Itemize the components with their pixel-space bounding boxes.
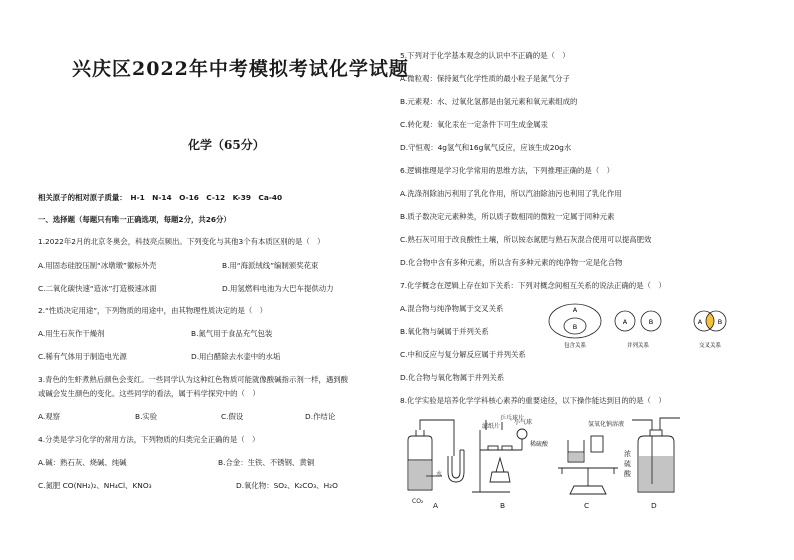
q5-option-c: C.转化观：氧化汞在一定条件下可生成金属汞 — [400, 120, 548, 129]
label-filter-paper: 滤纸片 — [482, 423, 501, 430]
q2-option-c: C.稀有气体用于制造电光源 — [38, 352, 127, 361]
parallel-caption: 并列关系 — [626, 343, 650, 349]
label-conc-2: 硫 — [624, 460, 631, 468]
q3-stem-line2: 或碱会发生颜色的变化。这些同学的看法，属于科学探究中的（ ） — [38, 389, 260, 398]
label-dilute-acid: 稀硫酸 — [530, 441, 549, 448]
q4-option-a: A.碱：熟石灰、烧碱、纯碱 — [38, 458, 127, 467]
contain-label-b: B — [572, 323, 578, 331]
q2-option-b: B.氮气用于食品充气包装 — [191, 329, 273, 338]
q1-option-a: A.用固态硅胶压制“冰墩墩”徽标外壳 — [38, 261, 157, 270]
q4-option-b: B.合金：生铁、不锈钢、黄铜 — [218, 458, 315, 467]
label-pingpong: 乒乓球片 — [500, 415, 525, 422]
q5-stem: 5.下列对于化学基本观念的认识中不正确的是（ ） — [400, 51, 570, 60]
q7-stem: 7.化学概念在逻辑上存在如下关系：下列对概念间相互关系的说法正确的是（ ） — [400, 281, 666, 290]
q3-option-a: A.观察 — [38, 412, 61, 421]
apparatus-c — [558, 436, 618, 494]
q8-option-b: B — [500, 501, 506, 510]
q3-option-d: D.作结论 — [305, 412, 336, 421]
containment-diagram — [549, 304, 601, 349]
q1-option-d: D.用氢燃料电池为大巴车提供动力 — [222, 284, 334, 293]
q5-option-a: A.微粒观：保持氮气化学性质的最小粒子是氮气分子 — [400, 74, 570, 83]
contain-caption: 包含关系 — [563, 343, 587, 349]
label-conc-3: 酸 — [624, 470, 631, 478]
q4-option-c: C.氮肥 CO(NH₂)₂、NH₄Cl、KNO₃ — [38, 481, 152, 490]
q3-stem-line1: 3.青色的生虾煮熟后颜色会变红。一些同学认为这种红色物质可能就像酸碱指示剂一样，遇到酸 — [38, 375, 349, 384]
q2-option-a: A.用生石灰作干燥剂 — [38, 329, 105, 338]
cross-caption: 交叉关系 — [698, 343, 722, 349]
label-balloon: 小气球 — [514, 419, 533, 426]
label-co2: CO₂ — [412, 498, 424, 505]
parallel-label-a: A — [622, 318, 628, 326]
q7-option-c: C.中和反应与复分解反应属于并列关系 — [400, 350, 526, 359]
q8-option-a: A — [433, 501, 439, 510]
label-conc-1: 浓 — [624, 450, 631, 458]
cross-label-b: B — [717, 318, 723, 326]
page-subtitle: 化学（65分） — [188, 138, 265, 152]
cross-diagram — [694, 311, 726, 349]
q5-option-d: D.守恒观：4g氢气和16g氧气反应，应该生成20g水 — [400, 143, 572, 152]
q2-stem: 2.“性质决定用途”，下列物质的用途中，由其物理性质决定的是（ ） — [38, 306, 268, 315]
label-water: 水 — [436, 471, 443, 478]
page-title: 兴庆区2022年中考模拟考试化学试题 — [72, 58, 409, 80]
q4-stem: 4.分类是学习化学的常用方法，下列物质的归类完全正确的是（ ） — [38, 435, 260, 444]
q1-option-b: B.用“海派绒线”编制颁奖花束 — [222, 261, 319, 270]
q6-stem: 6.逻辑推理是学习化学常用的思维方法，下列推理正确的是（ ） — [400, 166, 614, 175]
q3-option-c: C.假设 — [221, 412, 244, 421]
q7-option-a: A.混合物与纯净物属于交叉关系 — [400, 304, 504, 313]
q1-stem: 1.2022年2月的北京冬奥会，科技亮点频出。下列变化与其他3个有本质区别的是（ ） — [38, 237, 325, 246]
q1-option-c: C.二氧化碳快速“造冰”打造极速冰面 — [38, 284, 157, 293]
q3-option-b: B.实验 — [135, 412, 158, 421]
q2-option-d: D.用白醋除去水壶中的水垢 — [191, 352, 281, 361]
parallel-label-b: B — [648, 318, 654, 326]
q8-stem: 8.化学实验是培养化学学科核心素养的重要途径，以下操作能达到目的的是（ ） — [400, 396, 666, 405]
cross-label-a: A — [697, 318, 703, 326]
q6-option-b: B.质子数决定元素种类，所以质子数相同的微粒一定属于同种元素 — [400, 212, 615, 221]
parallel-diagram — [615, 311, 661, 349]
label-naoh: 氢氧化钠溶液 — [588, 421, 625, 428]
q5-option-b: B.元素观：水、过氧化氢都是由氢元素和氧元素组成的 — [400, 97, 578, 106]
q4-option-d: D.氧化物：SO₂、K₂CO₃、H₂O — [236, 481, 338, 490]
section-heading-choice: 一、选择题（每题只有唯一正确选项，每题2分，共26分） — [38, 215, 231, 224]
concept-relation-diagram — [545, 300, 745, 352]
q6-option-c: C.熟石灰可用于改良酸性土壤，所以铵态氮肥与熟石灰混合使用可以提高肥效 — [400, 235, 652, 244]
apparatus-b — [472, 420, 527, 492]
q7-option-d: D.化合物与氧化物属于并列关系 — [400, 373, 505, 382]
q6-option-a: A.洗涤剂除油污利用了乳化作用，所以汽油除油污也利用了乳化作用 — [400, 189, 622, 198]
q6-option-d: D.化合物中含有多种元素，所以含有多种元素的纯净物一定是化合物 — [400, 258, 623, 267]
atomic-masses: 相关原子的相对原子质量： H-1 N-14 O-16 C-12 K-39 Ca-40 — [38, 193, 283, 202]
q7-option-b: B.氧化物与碱属于并列关系 — [400, 327, 489, 336]
contain-label-a: A — [572, 306, 578, 314]
experiment-apparatus-figure — [398, 410, 686, 510]
q8-option-c: C — [584, 501, 590, 510]
q8-option-d: D — [651, 501, 657, 510]
